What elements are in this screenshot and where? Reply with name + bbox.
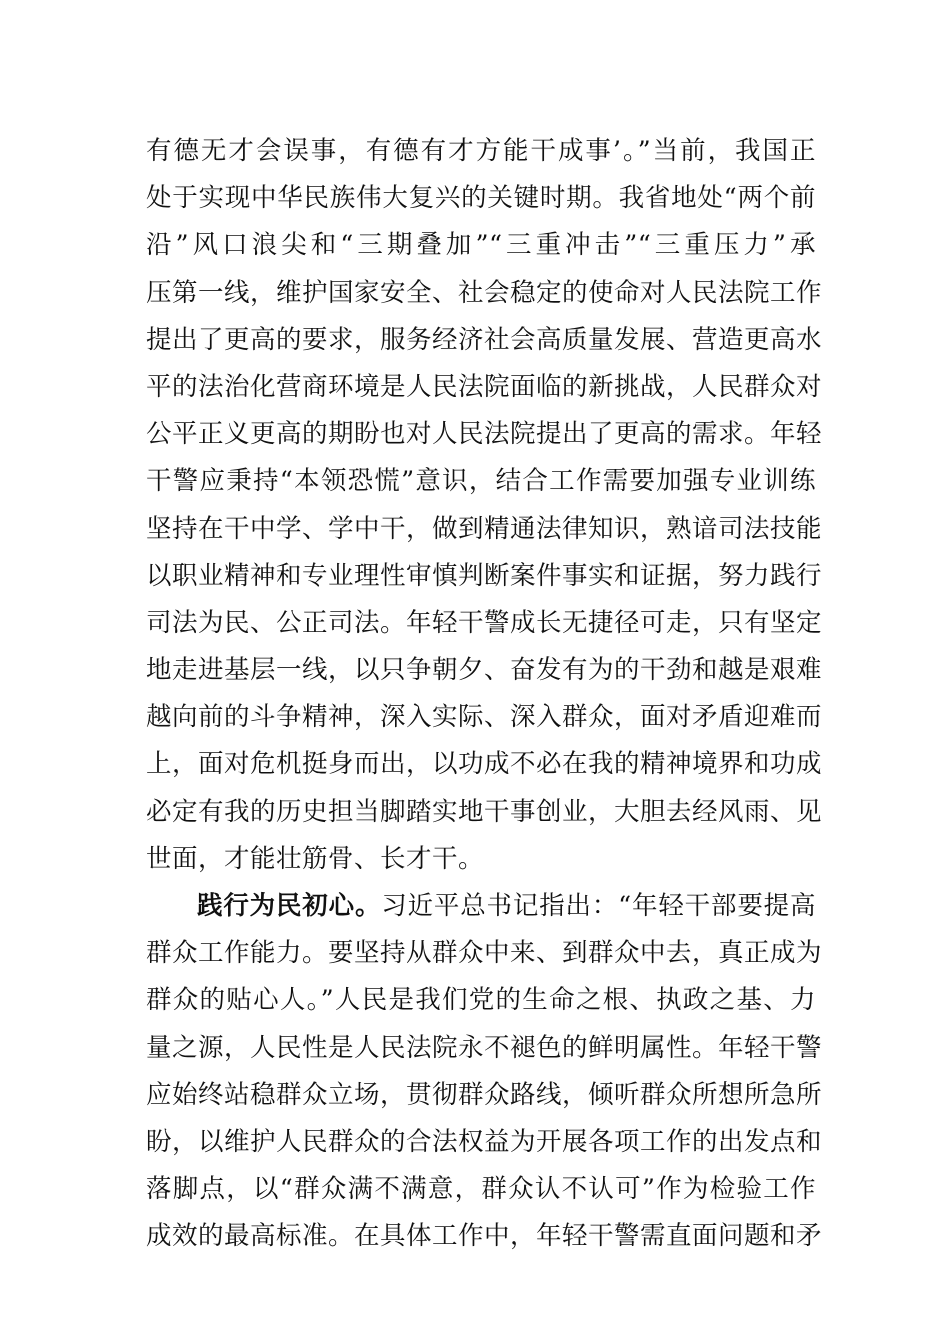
text-line: 压第一线，维护国家安全、社会稳定的使命对人民法院工作 — [146, 277, 823, 308]
text-line: 越向前的斗争精神，深入实际、深入群众，面对矛盾迎难而 — [146, 702, 823, 733]
text-line: 应始终站稳群众立场，贯彻群众路线，倾听群众所想所急所 — [146, 1079, 823, 1110]
text-line: 司法为民、公正司法。年轻干警成长无捷径可走，只有坚定 — [146, 607, 823, 638]
text-line: 公平正义更高的期盼也对人民法院提出了更高的需求。年轻 — [146, 419, 823, 450]
text-line: 干警应秉持“本领恐慌”意识，结合工作需要加强专业训练 — [146, 466, 816, 497]
text-line: 盼，以维护人民群众的合法权益为开展各项工作的出发点和 — [146, 1126, 823, 1157]
text-line: 世面，才能壮筋骨、长才干。 — [146, 843, 485, 874]
text-line: 量之源，人民性是人民法院永不褪色的鲜明属性。年轻干警 — [146, 1032, 823, 1063]
text-line: 群众工作能力。要坚持从群众中来、到群众中去，真正成为 — [146, 938, 823, 969]
text-line: 必定有我的历史担当脚踏实地干事创业，大胆去经风雨、见 — [146, 796, 823, 827]
text-line-first — [146, 883, 816, 930]
paragraph-1 — [146, 128, 823, 883]
paragraph-2 — [146, 883, 823, 1261]
text-line: 沿”风口浪尖和“三期叠加”“三重冲击”“三重压力”承 — [146, 230, 816, 261]
text-line-rest: 习近平总书记指出：“年轻干部要提高 — [381, 891, 816, 921]
text-line: 群众的贴心人。”人民是我们党的生命之根、执政之基、力 — [146, 985, 816, 1016]
text-line: 提出了更高的要求，服务经济社会高质量发展、营造更高水 — [146, 324, 823, 355]
text-line: 以职业精神和专业理性审慎判断案件事实和证据，努力践行 — [146, 560, 823, 591]
body-text — [146, 128, 823, 1261]
text-line: 有德无才会误事，有德有才方能干成事’。”当前，我国正 — [146, 136, 816, 166]
text-line: 上，面对危机挺身而出，以功成不必在我的精神境界和功成 — [146, 749, 823, 780]
text-line: 成效的最高标准。在具体工作中，年轻干警需直面问题和矛 — [146, 1221, 823, 1252]
paragraph-lead-heading: 践行为民初心。 — [197, 891, 382, 921]
text-line: 地走进基层一线，以只争朝夕、奋发有为的干劲和越是艰难 — [146, 655, 823, 686]
text-line: 处于实现中华民族伟大复兴的关键时期。我省地处“两个前 — [146, 183, 816, 214]
text-line: 平的法治化营商环境是人民法院面临的新挑战，人民群众对 — [146, 371, 823, 402]
text-line: 坚持在干中学、学中干，做到精通法律知识，熟谙司法技能 — [146, 513, 823, 544]
text-line: 落脚点，以“群众满不满意，群众认不认可”作为检验工作 — [146, 1174, 816, 1205]
